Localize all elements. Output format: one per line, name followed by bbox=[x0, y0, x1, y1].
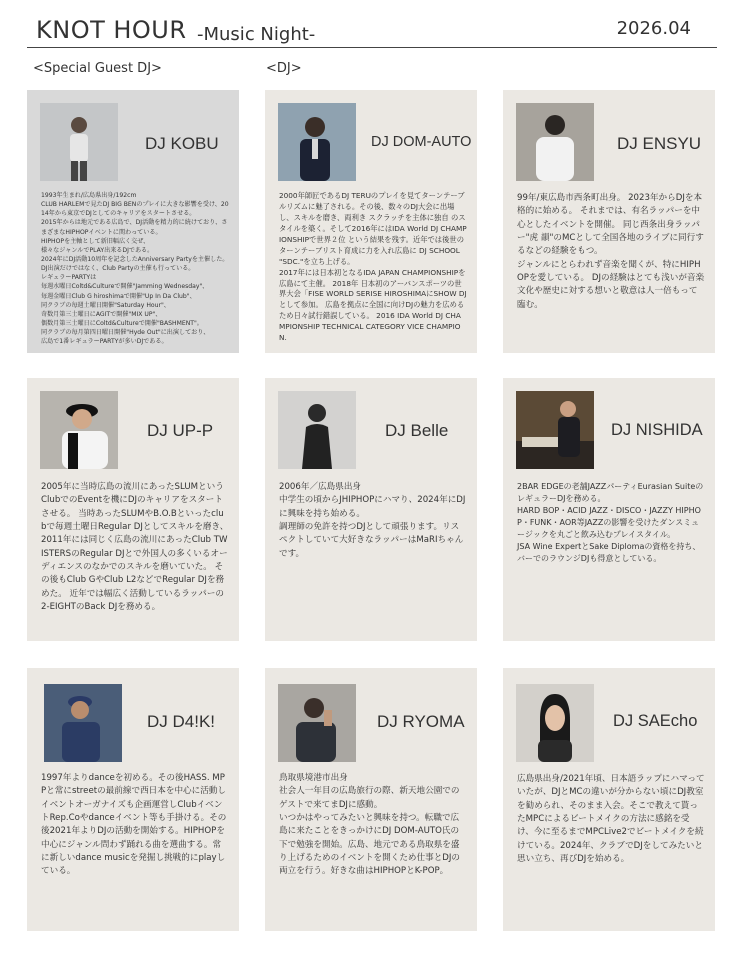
dj-card-belle bbox=[265, 378, 477, 641]
dj-bio: 2000年師匠であるDJ TERUのプレイを見てターンテーブルリズムに魅了される。その後、数々のDJ大会に出場し、スキルを磨き、両利き スクラッチを主体に独自 のスタイルを築く。そして2016年にはIDA World DJ CHAMPIONSHIPで世界２位 という結果を残す。近年では後世のターンテーブリスト育成に力を入れ広島に DJ SCHOOL "SDC."を立ち上げる。 2017年には日本初となるIDA JAPAN CHAMPIONSHIPを広島にて主催。 2018年 日本初のアーバンスポーツの世界大会「FISE WORLD SERISE HIROSHIMAにSHOW DJとして参加。 広島を拠点に全国に向けDJの魅力を広めるため日々試行錯誤している。 2016 IDA World DJ CHAMPIONSHIP TECHNICAL CATEGORY VICE CHAMPION. bbox=[279, 191, 467, 343]
section-label-dj: <DJ> bbox=[266, 61, 302, 76]
dj-name: DJ RYOMA bbox=[377, 712, 465, 731]
dj-name: DJ SAEcho bbox=[613, 712, 698, 730]
dj-bio: 99年/東広島市西条町出身。 2023年からDJを本格的に始める。 それまでは、有名ラッパーを中心としたイベントを開催。 同じ西条出身ラッパー"虎 韻"のMCとして全国各地のライブに同行するなどの経験をもつ。 ジャンルにとらわれず音楽を聞くが、特にHIPHOPを愛している。 DJの経験はとても浅いが音楽文化や歴史に対する想いと敬意は人一倍もって臨む。 bbox=[517, 193, 705, 310]
event-subtitle: -Music Night- bbox=[197, 24, 316, 45]
dj-bio: 1997年よりdanceを初める。その後HASS. MPPと常にstreetの最前線で西日本を中心に活動しイベントオーガナイズも企画運営しClubイベントRep.Coやdanceイベント等も手掛ける。その後2021年よりDJの活動を開始する。HIPHOPを中心にジャンル問わず踊れる曲を選曲する。常に新しいdance musicを発掘し挑戦的にplayしている。 bbox=[41, 773, 227, 877]
dj-name: DJ DOM-AUTO bbox=[371, 134, 472, 150]
dj-bio: 2BAR EDGEの老舗JAZZパーティEurasian SuiteのレギュラーDJを務める。 HARD BOP・ACID JAZZ・DISCO・JAZZY HIPHOP・FUNK・AOR等JAZZの影響を受けたダンスミュージックを丸ごと飲み込むプレイスタイル。 JSA Wine ExpertとSake Diplomaの資格を持ち、バーでのラウンジDJも得意としている。 bbox=[517, 482, 704, 563]
dj-card-up-p bbox=[27, 378, 239, 641]
dj-photo bbox=[278, 684, 356, 762]
page-header bbox=[27, 14, 717, 48]
event-date: 2026.04 bbox=[616, 18, 691, 39]
dj-name: DJ ENSYU bbox=[617, 134, 702, 153]
section-label-special-guest: <Special Guest DJ> bbox=[33, 61, 162, 76]
dj-photo bbox=[516, 391, 594, 469]
dj-card-d4k bbox=[27, 668, 239, 931]
dj-card-nishida bbox=[503, 378, 715, 641]
dj-card-kobu bbox=[27, 90, 239, 353]
dj-name: DJ D4!K! bbox=[147, 712, 216, 731]
dj-photo bbox=[278, 391, 356, 469]
dj-card-dom-auto bbox=[265, 90, 477, 353]
dj-card-saecho bbox=[503, 668, 715, 931]
dj-card-ensyu bbox=[503, 90, 715, 353]
dj-name: DJ NISHIDA bbox=[611, 421, 703, 439]
dj-bio: 1993年生まれ/広島県出身/192cm CLUB HARLEMで見たDJ BIG BENのプレイに大きな影響を受け、2014年から東京でDJとしてのキャリアをスタートさせる。 2015年からは地元である広島で、DJ活動を精力的に続けており、さまざまなHIPHOPイベントに関わっている。 HIPHOPを主軸として新旧幅広く交ぜ、 様々なジャンルでPLAY出来るDJである。 2024年にDJ活動10周年を記念したAnniversary Partyを主催した。DJ出演だけではなく、Club Partyの主催も行っている。 レギュラーPARTYは 毎週水曜日Coltd&Cultureで開催"Jamming Wednesday"、 毎週金曜日Club G hiroshimaで開催"Up In Da Club"、 同クラブの毎週土曜日開催"Saturday Hour"、 奇数月第三土曜日にAGITで開催"MIX UP"、 偶数月第三土曜日にColtd&Cultureで開催"BASHMENT"。 同クラブの毎月第四日曜日開催"Hyde Out"に出演しており、 広島で1番レギュラーPARTYが多いDJである。 bbox=[41, 192, 229, 346]
dj-photo bbox=[44, 684, 122, 762]
dj-name: DJ UP-P bbox=[147, 421, 214, 440]
dj-photo bbox=[278, 103, 356, 181]
dj-photo bbox=[40, 391, 118, 469]
dj-bio: 鳥取県境港市出身 社会人一年目の広島旅行の際、新天地公園でのゲストで来てまDJに感動。 いつかはやってみたいと興味を持つ。転職で広島に来たことをきっかけにDJ DOM-AUTO氏の下で勉強を開始。広島、地元である鳥取県を盛り上げるためのイベントを開くため仕事とDJの両立を行う。好きな曲はHIPHOPとK-POP。 bbox=[279, 773, 461, 877]
dj-bio: 2006年／広島県出身 中学生の頃からJHIPHOPにハマり、2024年にDJに興味を持ち始める。 調理師の免許を持つDJとして頑張ります。リスペクトしていて大好きなラッパーはMaRIちゃんです。 bbox=[279, 482, 466, 559]
dj-name: DJ Belle bbox=[385, 421, 449, 440]
dj-bio: 2005年に当時広島の流川にあったSLUMというClubでのEventを機にDJのキャリアをスタートさせる。 当時あったSLUMやB.O.Bといったclubで毎週土曜日Regular DJとしてスキルを磨き、 2011年には同じく広島の流川にあったClub TWISTERSのRegular DJとで外国人の多くいるオーディエンスのなかでのスキルを磨いていた。 その後もClub GやClub L2などでRegular DJを務めた。 近年では幅広く活動しているラッパーの2-EIGHTのBack DJを務める。 bbox=[41, 482, 229, 612]
dj-card-ryoma bbox=[265, 668, 477, 931]
event-title: KNOT HOUR bbox=[36, 16, 187, 44]
dj-photo bbox=[516, 684, 594, 762]
dj-photo bbox=[40, 103, 118, 181]
dj-bio: 広島県出身/2021年頃、日本語ラップにハマっていたが、DJとMCの違いが分からない頃にDJ教室を勧められ、そのまま入会。そこで教えて貰ったMPCによるビートメイクの方法に感銘を受け、今に至るまでMPCLive2でビートメイクを続けている。2024年、クラブでDJをしてみたいと思い立ち、再びDJを始める。 bbox=[517, 774, 705, 864]
dj-photo bbox=[516, 103, 594, 181]
dj-name: DJ KOBU bbox=[145, 134, 219, 153]
